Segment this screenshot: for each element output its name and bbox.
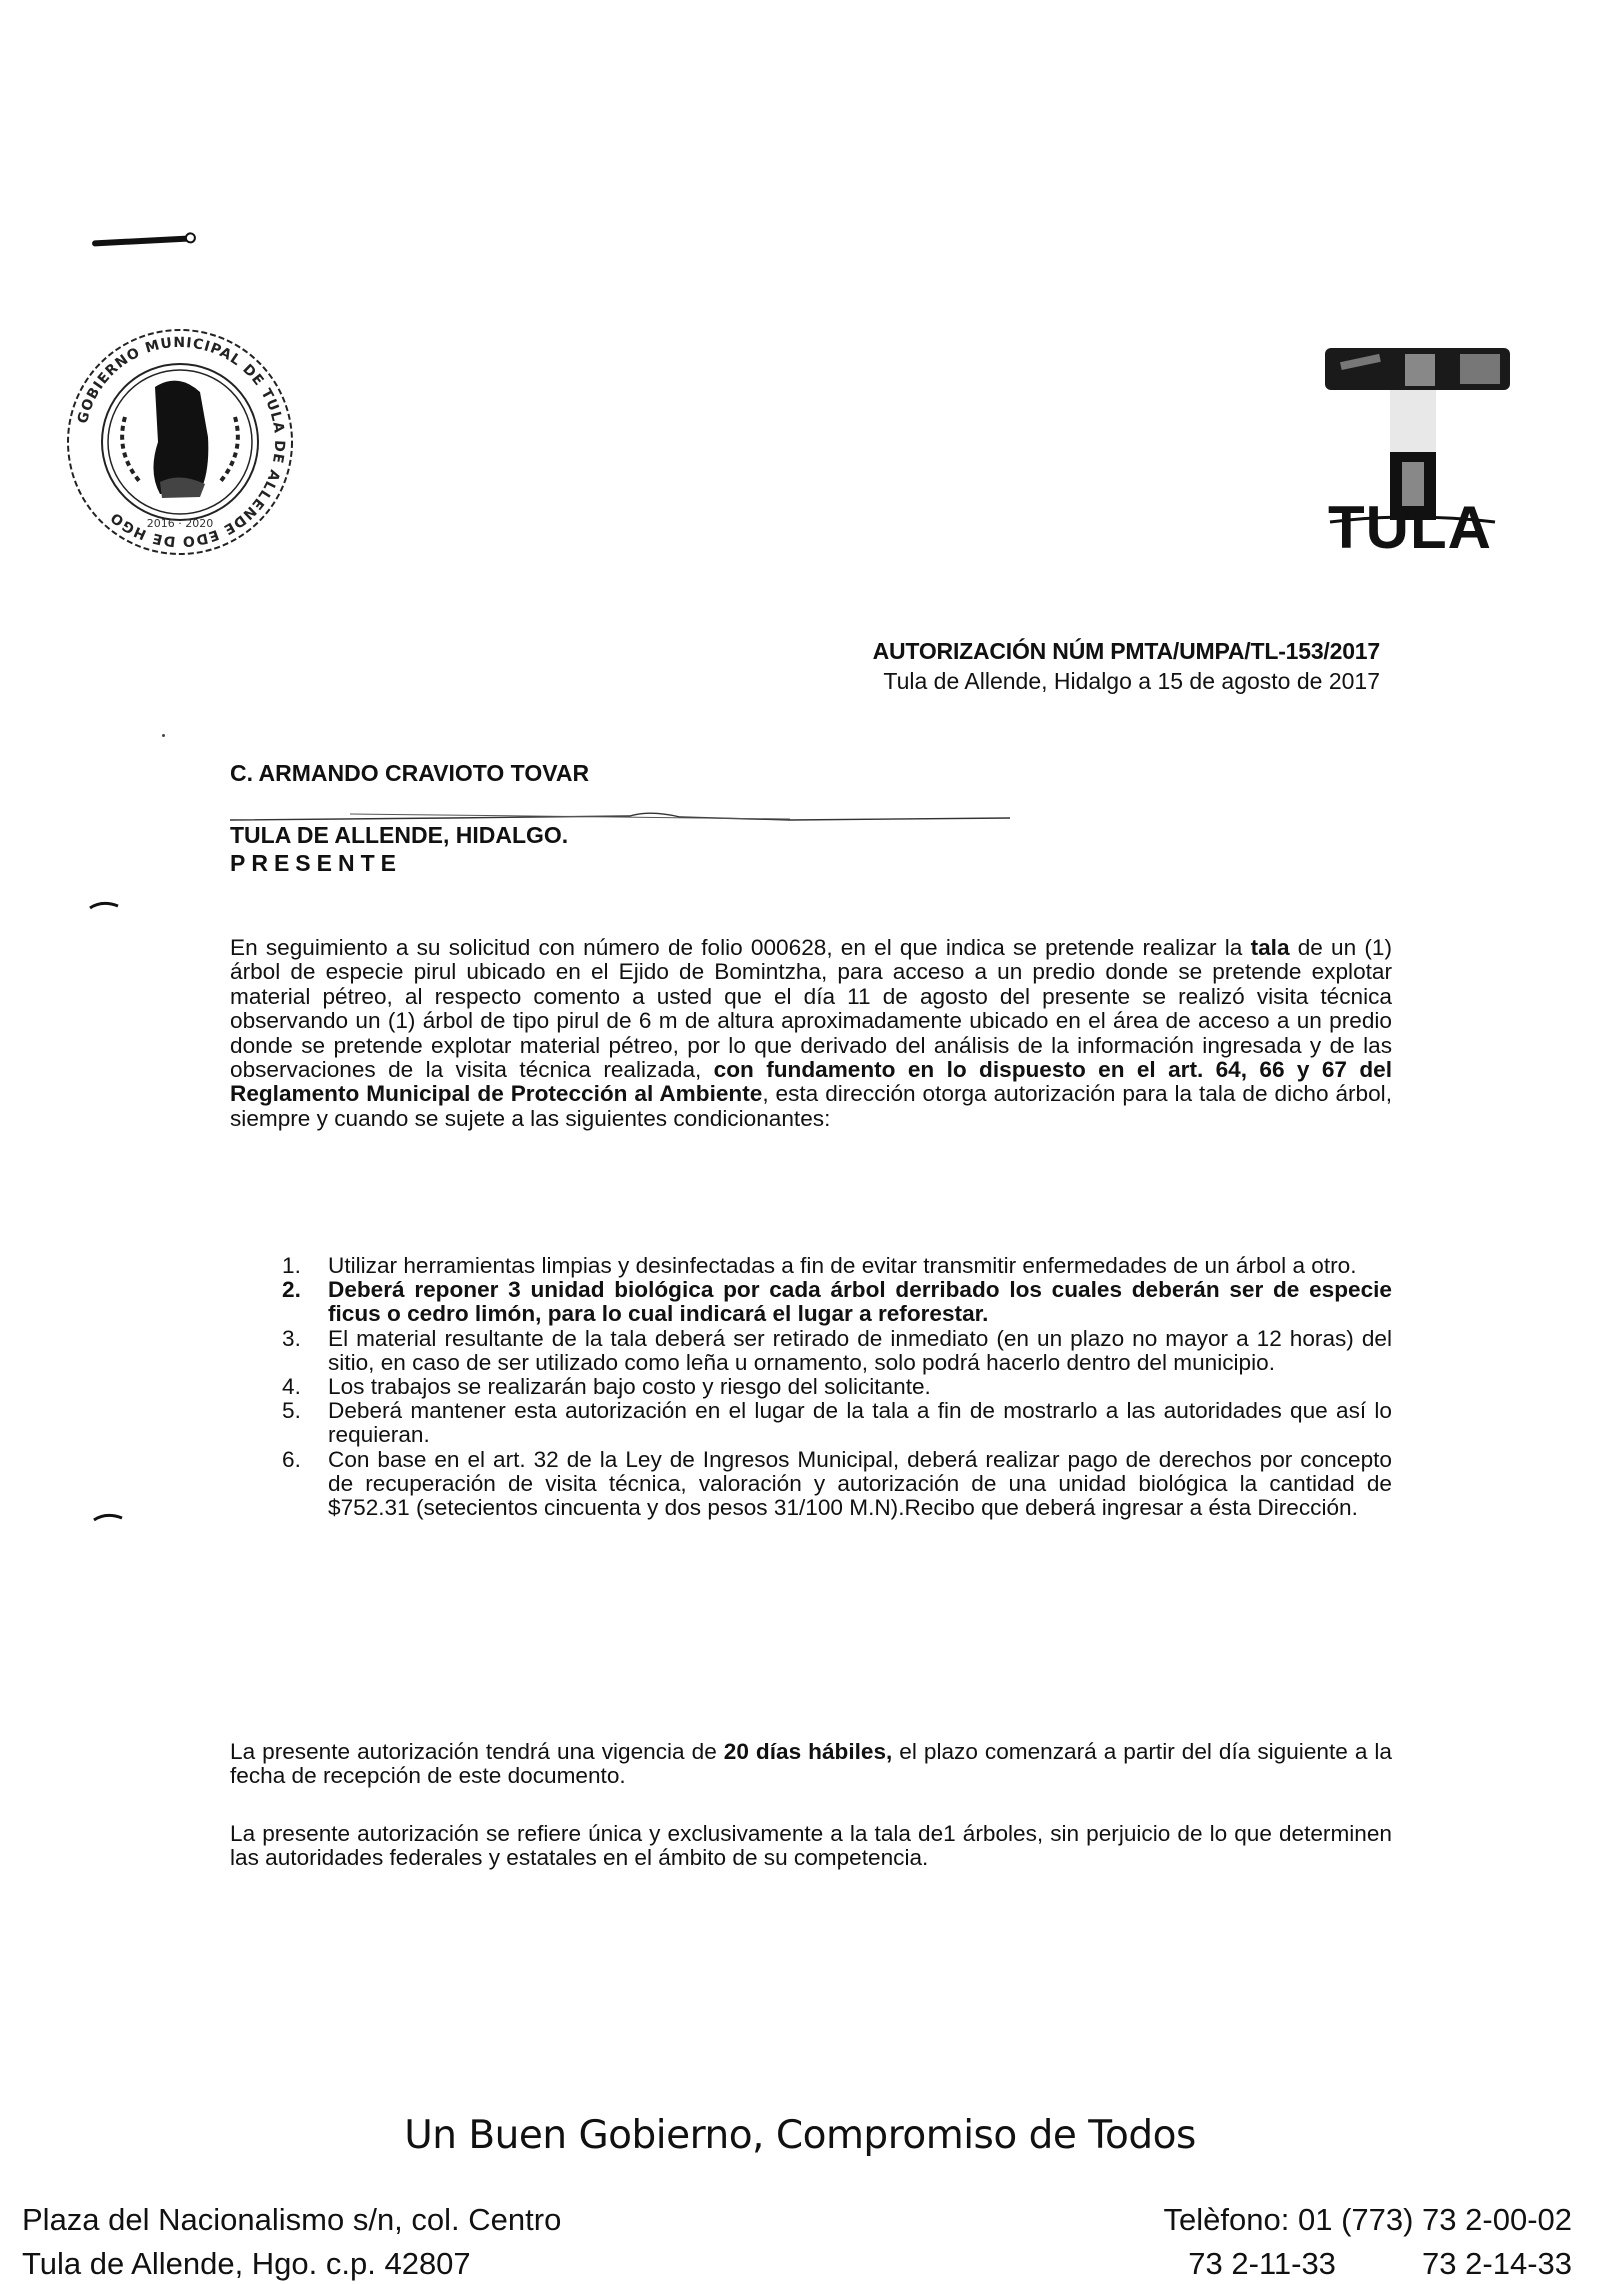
logo-wordmark: TULA bbox=[1328, 494, 1492, 561]
condition-number: 3. bbox=[282, 1325, 301, 1351]
authorization-number: AUTORIZACIÓN NÚM PMTA/UMPA/TL-153/2017 bbox=[872, 638, 1380, 664]
scope-paragraph: La presente autorización se refiere única y exclusivamente a la tala de1 árboles, sin perjuicio de lo que determinen las autoridades federales y estatales en el ámbito de su competencia. bbox=[230, 1821, 1392, 1871]
condition-item bbox=[278, 1254, 1392, 1278]
intro-text-2: de un (1) árbol de especie pirul ubicado en el Ejido de Bomintzha, para acceso a un predio donde se pretende explotar material pétreo, al respecto comento a usted que el día 11 de agosto del presente se realizó visita técnica observando un (1) árbol de tipo pirul de 6 m de altura aproximadamente ubicado en el área de acceso a un predio donde se pretende explotar material pétreo, por lo que derivado del análisis de la información ingresada y de las observaciones de la visita técnica realizada, bbox=[230, 935, 1392, 1083]
intro-bold-1: tala bbox=[1250, 935, 1290, 960]
condition-item bbox=[278, 1327, 1392, 1375]
condition-item bbox=[278, 1399, 1392, 1447]
validity-paragraph bbox=[230, 1740, 1392, 1789]
condition-number: 1. bbox=[282, 1253, 301, 1278]
tula-t-emblem-icon bbox=[1310, 320, 1510, 500]
scan-speck bbox=[162, 734, 165, 737]
municipal-seal-icon bbox=[60, 322, 300, 562]
condition-number: 2. bbox=[282, 1277, 301, 1303]
validity-text-1: La presente autorización tendrá una vigencia de bbox=[230, 1739, 724, 1764]
margin-mark bbox=[92, 1512, 126, 1522]
condition-text: Utilizar herramientas limpias y desinfectadas a fin de evitar transmitir enfermedades de un árbol a otro. bbox=[328, 1253, 1357, 1278]
recipient-present: PRESENTE bbox=[230, 850, 402, 876]
condition-number: 6. bbox=[282, 1446, 301, 1472]
intro-bold-legal-basis: con fundamento en lo dispuesto en el art. 64, 66 y 67 del Reglamento Municipal de Protección al Ambiente bbox=[230, 1057, 1392, 1107]
condition-text: Deberá mantener esta autorización en el lugar de la tala a fin de mostrarlo a las autoridades que así lo requieran. bbox=[328, 1398, 1392, 1448]
footer-address-line2-clipped: Tula de Allende, Hgo. c.p. 42807 bbox=[22, 2246, 471, 2281]
validity-text-2: el plazo comenzará a partir del día siguiente a la fecha de recepción de este documento. bbox=[230, 1739, 1392, 1789]
condition-item bbox=[278, 1278, 1392, 1326]
intro-text-1: En seguimiento a su solicitud con número de folio 000628, en el que indica se pretende realizar la bbox=[230, 935, 1251, 960]
recipient-name: C. ARMANDO CRAVIOTO TOVAR bbox=[230, 760, 590, 786]
seal-text: GOBIERNO MUNICIPAL DE TULA DE ALLENDE EDO DE HGO bbox=[74, 334, 288, 550]
footer-phone-line2-clipped: 73 2-11-33 73 2-14-33 bbox=[1188, 2246, 1572, 2281]
authorization-header bbox=[780, 636, 1380, 696]
condition-item bbox=[278, 1375, 1392, 1399]
conditions-list bbox=[278, 1254, 1392, 1520]
place-date: Tula de Allende, Hidalgo a 15 de agosto de 2017 bbox=[883, 668, 1380, 694]
condition-number: 4. bbox=[282, 1374, 301, 1400]
footer-address: Plaza del Nacionalismo s/n, col. Centro bbox=[22, 2202, 562, 2237]
recipient-city: TULA DE ALLENDE, HIDALGO. bbox=[230, 822, 569, 848]
condition-text: El material resultante de la tala deberá ser retirado de inmediato (en un plazo no mayor a 12 horas) del sitio, en caso de ser utilizado como leña u ornamento, solo podrá hacerlo dentro del municipio. bbox=[328, 1325, 1392, 1375]
condition-text: Los trabajos se realizarán bajo costo y riesgo del solicitante. bbox=[328, 1374, 931, 1400]
condition-text: Con base en el art. 32 de la Ley de Ingresos Municipal, deberá realizar pago de derechos por concepto de recuperación de visita técnica, valoración y autorización de una unidad biológica la cantidad de $752.31 (setecientos cincuenta y dos pesos 31/100 M.N).Recibo que deberá ingresar a ésta Dirección. bbox=[328, 1446, 1392, 1521]
condition-item bbox=[278, 1448, 1392, 1521]
margin-mark bbox=[88, 900, 122, 910]
footer-slogan: Un Buen Gobierno, Compromiso de Todos bbox=[404, 2113, 1196, 2158]
intro-text-3: , esta dirección otorga autorización para la tala de dicho árbol, siempre y cuando se sujete a las siguientes condicionantes: bbox=[230, 1081, 1392, 1131]
condition-text: Deberá reponer 3 unidad biológica por cada árbol derribado los cuales deberán ser de especie ficus o cedro limón, para lo cual indicará el lugar a reforestar. bbox=[328, 1277, 1392, 1327]
validity-bold: 20 días hábiles, bbox=[723, 1739, 893, 1764]
seal-years: 2016 · 2020 bbox=[146, 517, 214, 530]
tula-logo bbox=[1310, 320, 1510, 565]
condition-number: 5. bbox=[282, 1398, 301, 1424]
pen-mark bbox=[92, 235, 190, 246]
intro-paragraph bbox=[230, 936, 1392, 1131]
footer-phone: Telèfono: 01 (773) 73 2-00-02 bbox=[1163, 2202, 1572, 2237]
